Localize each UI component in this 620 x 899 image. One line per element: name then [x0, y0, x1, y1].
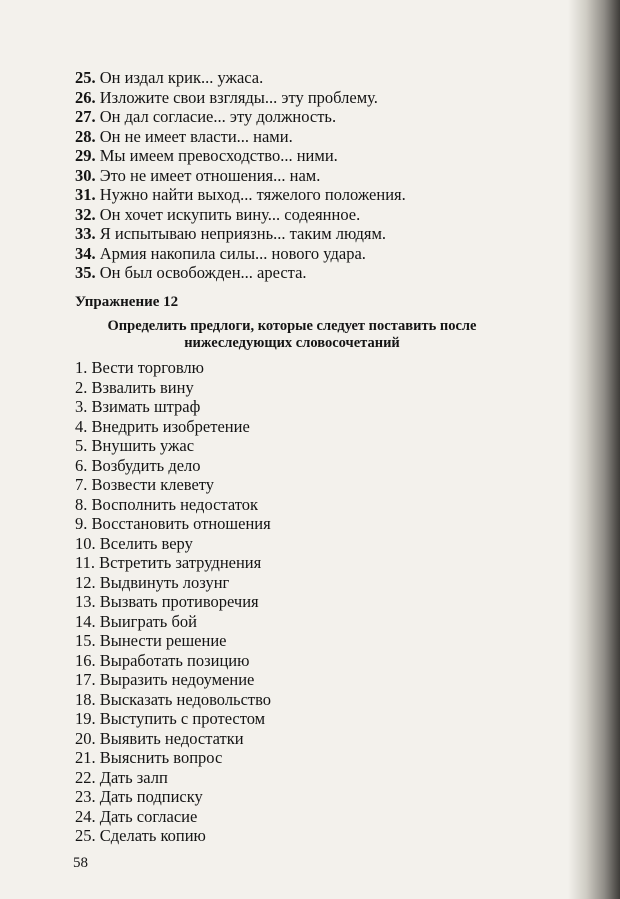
item-number: 12. — [75, 572, 96, 592]
list-item — [75, 748, 271, 768]
list-item — [75, 475, 271, 495]
item-text: Он был освобожден... ареста. — [99, 263, 307, 282]
list-item — [75, 417, 271, 437]
list-item — [75, 88, 406, 108]
item-text: Нужно найти выход... тяжелого положения. — [99, 185, 406, 204]
list-item — [75, 690, 271, 710]
item-text: Сделать копию — [99, 826, 206, 845]
item-number: 18. — [75, 689, 96, 709]
item-number: 30. — [75, 165, 96, 185]
item-number: 21. — [75, 748, 96, 767]
item-number: 26. — [75, 87, 96, 107]
phrase-list — [75, 358, 271, 846]
item-text: Возвести клевету — [91, 475, 215, 494]
list-item — [75, 205, 406, 225]
item-number: 34. — [75, 243, 96, 263]
list-item — [75, 68, 406, 88]
item-text: Выдвинуть лозунг — [99, 572, 230, 592]
list-item — [75, 397, 271, 417]
item-number: 6. — [75, 455, 88, 475]
item-text: Внушить ужас — [91, 436, 195, 455]
page-binding-shadow — [568, 0, 620, 899]
item-number: 19. — [75, 709, 96, 728]
list-item — [75, 670, 271, 690]
list-item — [75, 263, 406, 283]
item-number: 25. — [75, 826, 96, 845]
item-text: Дать подписку — [99, 787, 203, 806]
item-number: 33. — [75, 224, 96, 243]
list-item — [75, 729, 271, 749]
list-item — [75, 224, 406, 244]
item-text: Восстановить отношения — [91, 514, 271, 533]
item-number: 29. — [75, 146, 96, 165]
list-item — [75, 127, 406, 147]
item-number: 4. — [75, 416, 88, 436]
item-number: 23. — [75, 787, 96, 806]
item-text: Вызвать противоречия — [99, 592, 259, 611]
item-number: 22. — [75, 767, 96, 787]
list-item — [75, 436, 271, 456]
item-number: 8. — [75, 494, 88, 514]
list-item — [75, 592, 271, 612]
item-number: 31. — [75, 185, 96, 204]
list-item — [75, 807, 271, 827]
item-text: Дать залп — [99, 767, 168, 787]
item-text: Взвалить вину — [91, 377, 194, 397]
list-item — [75, 146, 406, 166]
item-number: 20. — [75, 728, 96, 748]
page-number: 58 — [73, 855, 88, 871]
item-text: Восполнить недостаток — [91, 494, 258, 514]
item-text: Он издал крик... ужаса. — [99, 68, 264, 87]
item-text: Он хочет искупить вину... содеянное. — [99, 204, 361, 224]
instruction-line-2: нижеследующих словосочетаний — [184, 335, 400, 351]
item-number: 11. — [75, 553, 96, 572]
item-number: 7. — [75, 475, 88, 494]
item-number: 14. — [75, 611, 96, 631]
item-number: 35. — [75, 263, 96, 282]
item-number: 16. — [75, 650, 96, 670]
item-number: 10. — [75, 533, 96, 553]
item-number: 9. — [75, 514, 88, 533]
item-text: Встретить затруднения — [99, 553, 262, 572]
item-number: 24. — [75, 806, 96, 826]
list-item — [75, 553, 271, 573]
exercise-title: Упражнение 12 — [75, 294, 179, 310]
item-text: Я испытываю неприязнь... таким людям. — [99, 224, 387, 243]
exercise-instruction — [72, 318, 512, 352]
item-text: Выявить недостатки — [99, 728, 244, 748]
list-item — [75, 631, 271, 651]
item-number: 32. — [75, 204, 96, 224]
list-item — [75, 709, 271, 729]
instruction-line-1: Определить предлоги, которые следует поставить после — [107, 318, 477, 334]
list-item — [75, 514, 271, 534]
sentence-list — [75, 68, 406, 283]
item-text: Дать согласие — [99, 806, 198, 826]
item-text: Высказать недовольство — [99, 689, 272, 709]
list-item — [75, 244, 406, 264]
item-number: 15. — [75, 631, 96, 650]
list-item — [75, 787, 271, 807]
list-item — [75, 495, 271, 515]
item-number: 25. — [75, 68, 96, 87]
item-number: 2. — [75, 377, 88, 397]
item-text: Изложите свои взгляды... эту проблему. — [99, 87, 378, 107]
item-text: Взимать штраф — [91, 397, 201, 416]
list-item — [75, 612, 271, 632]
list-item — [75, 573, 271, 593]
item-text: Возбудить дело — [91, 455, 201, 475]
item-number: 3. — [75, 397, 88, 416]
list-item — [75, 107, 406, 127]
item-text: Выяснить вопрос — [99, 748, 223, 767]
list-item — [75, 768, 271, 788]
list-item — [75, 358, 271, 378]
list-item — [75, 456, 271, 476]
item-text: Вселить веру — [99, 533, 193, 553]
item-text: Выступить с протестом — [99, 709, 266, 728]
list-item — [75, 651, 271, 671]
item-number: 5. — [75, 436, 88, 455]
item-text: Он не имеет власти... нами. — [99, 126, 293, 146]
item-number: 1. — [75, 358, 88, 377]
item-number: 13. — [75, 592, 96, 611]
item-text: Вести торговлю — [91, 358, 204, 377]
item-text: Внедрить изобретение — [91, 416, 250, 436]
list-item — [75, 534, 271, 554]
item-text: Он дал согласие... эту должность. — [99, 107, 337, 126]
list-item — [75, 185, 406, 205]
item-text: Выразить недоумение — [99, 670, 255, 689]
list-item — [75, 826, 271, 846]
item-number: 17. — [75, 670, 96, 689]
item-text: Вынести решение — [99, 631, 227, 650]
item-text: Выиграть бой — [99, 611, 197, 631]
item-text: Армия накопила силы... нового удара. — [99, 243, 366, 263]
item-text: Мы имеем превосходство... ними. — [99, 146, 338, 165]
item-number: 27. — [75, 107, 96, 126]
item-number: 28. — [75, 126, 96, 146]
item-text: Выработать позицию — [99, 650, 250, 670]
list-item — [75, 166, 406, 186]
list-item — [75, 378, 271, 398]
item-text: Это не имеет отношения... нам. — [99, 165, 321, 185]
